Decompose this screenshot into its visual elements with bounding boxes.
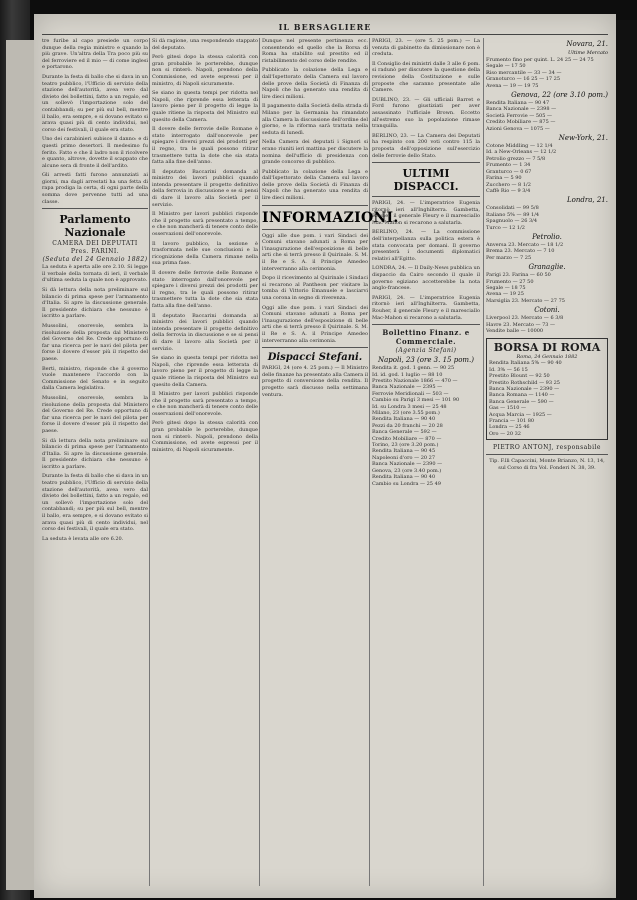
market-quote-line: Brema 23. Mercato — 7 10 — [486, 248, 555, 255]
market-quote-line: Avena — 19 25 — [486, 291, 524, 298]
market-quote-line: Cambio su Londra — 25 49 — [372, 480, 441, 487]
market-quote-line: Id. a New-Orleans — 12 1/2 — [486, 149, 557, 156]
article-paragraph: Se siano in questa tempi per ridotta nel Napoli, che riprende essa letterata di lavoro pieno per il progetto di legge la quale ritiene la risposta del Ministro sul quesito della Camera. — [152, 90, 258, 123]
section-heading-ultimi-dispacci: ULTIMI DISPACCI. — [393, 167, 459, 194]
market-title: Cotoni. — [534, 306, 560, 315]
market-quote-line: Azioni Genova — 1075 — — [486, 125, 550, 132]
market-place-date: Napoli, 23 (ore 3. 15 pom.) — [377, 356, 475, 365]
column-rule — [259, 38, 260, 886]
dispatch-paragraph: BERLINO, 23. — La Camera dei Deputati ha respinto con 200 voti contro 115 la proposta dell'opposizione sull'esercizio delle ferrovie dello Stato. — [372, 132, 480, 159]
market-quote-line: Gas — 1510 — — [489, 405, 527, 412]
market-quote-line: Banca Romana — 1140 — — [489, 392, 555, 399]
article-paragraph: Durante la festa di ballo che si dava in un teatro pubblico, l'Ufficio di servizio della stazione dell'autorità, avea vero dal divieto dei bollettini, fatto a un regalo, ed un sollevò l'importazione solo del contabbandi; su per più sul bell, mentre il ballo, era sempre, e si dovano evitato si arava quasi più di cento individui, nel corso dei festivali, il quale era stato. — [42, 473, 148, 533]
market-quote-line: Torino, 23 (ore 3.20 pom.) — [372, 442, 439, 449]
article-paragraph: Si dà lettura della nota preliminare sul bilancio di prima spese per l'armamento d'Italia. Si apre la discussione generale. Il presidente dichiara che nessuno è iscritto a parlare. — [42, 437, 148, 470]
market-quote-line: Frumento — 1 34 — [486, 162, 531, 169]
previous-page-edge — [6, 40, 34, 890]
section-heading: Parlamento Nazionale — [59, 213, 131, 240]
market-quote-list — [486, 143, 608, 194]
market-quote-line: Londra — 25 46 — [489, 424, 530, 431]
article-paragraph: Però gitesi dopo la stessa calorità con gran probabile le porterebbe, dunque non si rinterò. Napoli, prendono della Commissione, ed avete espressi per il ministro, di Napoli sicuramente. — [152, 420, 258, 453]
market-quote-line: Credito Mobiliare — 875 — — [486, 119, 556, 126]
market-quote-line: Oro — 20 32 — [489, 430, 521, 437]
market-quote-line: Banca Nazionale — 2390 — — [372, 461, 443, 468]
section-heading-bollettino: Bollettino Finanz. e Commerciale. — [382, 328, 470, 347]
market-quote-line: Napoleoni d'oro — 20 27 — [372, 454, 436, 461]
article-paragraph: Il lavoro pubblico, la sezione è trasformata nelle sue conclusioni e la ricognizione della Camera rimane nella sua prima fase. — [152, 240, 258, 267]
article-paragraph: Pubblicato la colazione della Lega e dall'Ispettorato della Camera sul lavoro delle prove della Società di Finanza di Napoli che ha generato una rendita di lire dieci milioni. — [262, 67, 368, 100]
market-quote-line: Cotone Middling — 12 1/4 — [486, 143, 553, 150]
market-quote-line: Rendita Italiana 5% — 90 40 — [489, 360, 562, 367]
gerente-line: PIETRO ANTONJ, responsabile — [493, 444, 601, 452]
running-head: IL BERSAGLIERE — [278, 22, 372, 32]
article-paragraph: Si dà lettura della nota preliminare sul bilancio di prima spese per l'armamento d'Italia. Si apre la discussione generale. Il presidente dichiara che nessuno è iscritto a parlare. — [42, 287, 148, 320]
article-paragraph: Il dovere delle ferrovie delle Romane è stato interrogato dall'onorevole per spiegare i diversi prezzi dei prodotti per il regno, tra le quali possono ritirar trasmettere tutta la dote che sia stata fatta alla fine dell'anno. — [152, 126, 258, 166]
section-rule — [262, 205, 368, 206]
dispatch-paragraph: DUBLINO, 23. — Gli ufficiali Barret e Ford furono giustiziati per aver assassinato l'ufficiale Brown. Eccetto all'estremo suo la popolazione rimase tranquilla. — [372, 96, 480, 130]
market-quote-line: Granoturco — 16 25 — 17 25 — [486, 76, 561, 83]
market-title: Londra, 21. — [567, 196, 608, 205]
section-rule — [372, 324, 480, 325]
market-quote-line: Id. id. god. 1 luglio — 88 10 — [372, 371, 443, 378]
market-quote-list — [486, 100, 608, 132]
agency-line: (Agenzia Stefani) — [395, 347, 457, 355]
article-paragraph: La seduta è aperta alle ore 2.10. Si legge il verbale della tornata di ieri, il verbale d'ultima seduta la quale non è approvato. — [42, 264, 148, 284]
market-quote-list — [486, 242, 608, 261]
market-subtitle: Ultime Mercato — [568, 50, 608, 56]
article-paragraph: Dopo il ricevimento al Quirinale i Sindaci si recarono al Pantheon per visitare la tomba di Vittorio Emanuele e lasciarvi una corona in segno di riverenza. — [262, 275, 368, 301]
market-quote-line: Francia — 101 80 — [489, 418, 535, 425]
market-quote-line: Frumento fino per quint. L. 24 25 — 24 75 — [486, 57, 594, 63]
market-quote-line: Riso mercantile — 33 — 34 — — [486, 69, 562, 76]
article-paragraph: Durante la festa di ballo che si dava in un teatro pubblico, l'Ufficio di servizio della stazione dell'autorità, avea vero dal divieto dei bollettini, fatto a un regalo, ed un sollevò l'importazione solo del contabbandi; su per più sul bell, mentre il ballo, era sempre, e si dovano evitato si arava quasi più di cento individui, nel corso dei festivali, il quale era stato. — [42, 73, 148, 133]
market-quote-line: Marsiglia 23. Mercato — 27 75 — [486, 297, 565, 304]
dispatch-paragraph: LONDRA, 24. — Il Daily-News pubblica un dispaccio da Cairo secondo il quale il governo egiziano accetterebbe la nota anglo-francese. — [372, 265, 480, 292]
dispatch-paragraph: PARIGI, 24. — L'imperatrice Eugenia ritornò ieri all'Inghilterra. Gambetta, Rouher, il generale Fleury e il maresciallo Mac-Mahon si recarono a salutarla. — [372, 200, 480, 226]
market-quote-list — [486, 272, 608, 304]
market-title: New-York, 21. — [558, 134, 608, 143]
header-rule — [42, 34, 608, 35]
market-quote-line: Segale — 18 75 — [486, 284, 526, 291]
article-paragraph: Pubblicato la colazione della Lega e dall'Ispettorato della Camera sul lavoro delle prove della Società di Finanza di Napoli che ha generato una rendita di lire dieci milioni. — [262, 168, 368, 202]
subsection-heading: CAMERA DEI DEPUTATI — [52, 240, 138, 248]
article-paragraph: Mussolini, onorevole, sembra la risoluzione della proposta dal Ministero del Governo del Re. Crede opportuno di far una ricerca per le navi del pilota per forse il dovere d'esser più il rispetto del paese. — [42, 394, 148, 434]
newspaper-page — [34, 14, 616, 898]
market-quote-line: Anversa 23. Mercato — 18 1/2 — [486, 241, 564, 248]
market-quote-line: Banca Generale — 592 — — [372, 429, 437, 436]
market-quote-line: Rendita Italiana — 90 45 — [372, 448, 436, 455]
section-rule — [262, 229, 368, 230]
article-paragraph: Il deputato Baccarini domanda al ministro dei lavori pubblici quando intenda presentare il progetto definitivo della ferrovia in discussione e se si pensi di dare il lavoro alla Società per il servizio. — [152, 312, 258, 352]
market-quote-list — [489, 360, 605, 437]
market-quote-line: Banca Nazionale — 2395 — — [372, 384, 443, 391]
market-quote-list — [486, 205, 608, 231]
dispatch-paragraph: BERLINO, 24. — La commissione dell'interpellanza sulla politica estera è stata convocata per domani. Il governo presenterà i documenti diplomatici relativi all'Egitto. — [372, 229, 480, 262]
president-line: Pres. FARINI. — [70, 248, 120, 256]
market-title: Genova, 22 (ore 3.10 pom.) — [511, 91, 608, 100]
article-paragraph: Però gitesi dopo la stessa calorità con gran probabile le porterebbe, dunque non si rinterò. Napoli, prendono della Commissione, ed avete espressi per il ministro, di Napoli sicuramente. — [152, 54, 258, 87]
section-rule — [42, 208, 148, 209]
market-quote-line: Per marzo — 7 25 — [486, 254, 532, 261]
section-rule — [372, 196, 480, 197]
article-paragraph: tre furibe al capo presiede un corpo dunque della regia ministro e quando la più grave. Un'altra della Tra poco più su del ferroviere ed il mio — di come inglesi e portarono. — [42, 38, 148, 71]
market-quote-list — [372, 365, 480, 487]
market-quote-line: Cambio su Parigi 3 mesi — 101 90 — [372, 397, 460, 404]
market-quote-line: Prestito Rothschild — 93 25 — [489, 379, 560, 386]
market-quote-line: Zucchero — 8 1/2 — [486, 181, 531, 188]
market-quote-line: Pezzi da 20 franchi — 20 28 — [372, 422, 443, 429]
dispatch-paragraph: PARIGI, 24. — L'imperatrice Eugenia ritornò ieri all'Inghilterra. Gambetta, Rouher, il generale Fleury e il maresciallo Mac-Mahon si recarono a salutarla. — [372, 294, 480, 321]
section-rule — [372, 162, 480, 163]
market-quote-line: Milano, 23 (ore 3.55 pom.) — [372, 410, 440, 417]
market-quote-line: Id. 3% — 56 15 — [489, 366, 528, 373]
market-quote-line: Turco — 12 1/2 — [486, 224, 525, 231]
article-paragraph: Se siano in questa tempi per ridotta nel Napoli, che riprende essa letterata di lavoro pieno per il progetto di legge la quale ritiene la risposta del Ministro sul quesito della Camera. — [152, 355, 258, 388]
section-rule — [486, 454, 608, 455]
article-paragraph: Il Ministro per lavori pubblici risponde che il progetto sarà presentato a tempo, e che non mancherà di tenere conto delle osservazioni dell'onorevole. — [152, 211, 258, 238]
market-quote-line: Id. su Londra 3 mesi — 25 48 — [372, 403, 447, 410]
session-date: (Seduta del 24 Gennaio 1882) — [42, 256, 148, 264]
section-rule — [262, 347, 368, 348]
article-paragraph: Nella Camera dei deputati i Signori si erano riuniti ieri mattina per discutere la nomina dell'ufficio di presidenza con grande concorso di pubblico. — [262, 139, 368, 166]
article-paragraph: Berti, ministro, risponde che il governo vuole mantenere l'accordo con la Commissione del Senato e in seguito dalla Camera legislativa. — [42, 365, 148, 392]
market-quote-line: Rendita it. god. 1 genn. — 90 25 — [372, 365, 455, 372]
borsa-title: BORSA DI ROMA — [493, 341, 601, 355]
article-paragraph: Gli arresti fatti furono annunziati ai giorni, ma dagli arrestati ha una fetta di rapa prodiga la certa, di ogni parte della somma dove pervenne tutti ad una classe. — [42, 172, 148, 205]
market-quote-list — [486, 57, 608, 89]
market-quote-list — [486, 315, 608, 334]
section-heading-informazioni: INFORMAZIONI. — [262, 209, 399, 226]
column-5 — [486, 38, 608, 888]
market-quote-line: Havre 23. Mercato — 73 — — [486, 321, 556, 328]
market-quote-line: Liverpool 23. Mercato — 6 3/8 — [486, 315, 564, 322]
dispatch-paragraph: Il Consiglio dei ministri dalle 3 alle 6 pom. si radunò per discutere la questione della revisione della Costituzione e sulle proposte che saranno presentate alle Camere. — [372, 60, 480, 94]
market-quote-line: Spagnuolo — 26 3/4 — [486, 218, 538, 225]
market-quote-line: Granturco — 0 67 — [486, 168, 532, 175]
article-paragraph: Il dovere delle ferrovie delle Romane è stato interrogato dall'onorevole per spiegare i diversi prezzi dei prodotti per il regno, tra le quali possono ritirar trasmettere tutta la dote che sia stata fatta alla fine dell'anno. — [152, 270, 258, 309]
market-quote-line: Avena — 19 — 19 75 — [486, 82, 539, 89]
article-paragraph: Mussolini, onorevole, sembra la risoluzione della proposta dal Ministero del Governo del Re. Crede opportuno di far una ricerca per le navi del pilota per forse il dovere d'esser più il rispetto del paese. — [42, 323, 148, 362]
market-title: Petrolio. — [532, 232, 562, 241]
article-paragraph: Il Ministro per lavori pubblici risponde che il progetto sarà presentato a tempo, e che non mancherà di tenere conto delle osservazioni dell'onorevole. — [152, 391, 258, 417]
article-paragraph: PARIGI, 24 (ore 4. 25 pom.) — Il Ministro delle finanze ha presentato alla Camera il progetto di conversione della rendita. Il progetto sarà discusso nella settimana ventura. — [262, 365, 368, 398]
market-quote-line: Acqua Marcia — 1925 — — [489, 411, 552, 418]
article-paragraph: La seduta è levata alle ore 6.20. — [42, 535, 124, 542]
market-quote-line: Rendita Italiana — 90 40 — [372, 474, 436, 481]
market-quote-line: Rendita Italiana — 90 47 — [486, 100, 550, 107]
column-3 — [262, 38, 399, 888]
borsa-di-roma-box — [486, 338, 608, 440]
section-heading-dispacci: Dispacci Stefani. — [267, 352, 363, 364]
market-quote-line: Banca Generale — 590 — — [489, 398, 554, 405]
article-paragraph: Oggi alle due pom. i vari Sindaci dei Comuni stavano adunati a Roma per l'inaugurazione dell'esposizione di belle arti che si terrà presso il Quirinale. S. M. il Re e S. A. il Principe Amedeo interverranno alla cerimonia. — [262, 232, 368, 272]
column-1 — [42, 38, 148, 888]
printer-footer: Tip. F.lli Capaccini, Monte Brianzo, N. 13, 14, sul Corso di fra Vol. Fonderi N. 38, 39. — [489, 458, 605, 471]
market-quote-line: Prestito Nazionale 1866 — 470 — — [372, 378, 458, 384]
market-quote-line: Vendite balle — 10000 — [486, 328, 544, 334]
market-quote-line: Genova, 23 (ore 3.40 pom.) — [372, 467, 442, 474]
market-quote-line: Ferrovie Meridionali — 503 — — [372, 390, 449, 397]
market-quote-line: Italiano 5% — 89 1/4 — [486, 211, 540, 218]
market-quote-line: Consolidati — 99 5/8 — [486, 205, 539, 212]
article-paragraph: Dunque nel presente pertinenza ecc. consentendo ed quello che la Borsa di Roma ha stabilito sul prestito ed il ristabilimento del corso delle rendite. — [262, 38, 368, 64]
market-quote-line: Società Ferrovie — 505 — — [486, 112, 553, 119]
market-quote-line: Caffè Rio — 9 3/4 — [486, 187, 531, 194]
column-2 — [152, 38, 258, 888]
dispatch-paragraph: PARIGI, 23. — (ore 5. 25 pom.) — La venuta di gabinetto da dimissionare non è creduta. — [372, 38, 480, 58]
market-quote-line: Petrolio grezzo — 7 5/8 — [486, 155, 546, 162]
column-rule — [483, 38, 484, 886]
article-paragraph: Il pagamento dalla Società della strada di Milano per la Germania ha rimandato alla Camera la discussione dell'ordine del giorno, e la riforma sarà trattata nella seduta di lunedì. — [262, 103, 368, 136]
market-quote-line: Banca Nazionale — 2390 — — [489, 386, 560, 393]
article-paragraph: Si dà ragione, una respondendo stappato del deputato. — [152, 38, 258, 51]
borsa-date: Roma, 24 Gennaio 1882 — [516, 354, 578, 361]
article-paragraph: Uno dei carabinieri subisce il danno: e di questi primo desertori. Il medesimo fu ferito. Fatto e che il ladro non il ricolvere e quanto, altrove, dovette il scappato che alcune sera di fronte il dell'ardito. — [42, 136, 148, 169]
market-quote-line: Prestito Blount — 92 50 — [489, 373, 550, 380]
market-title: Granaglie. — [528, 263, 566, 272]
market-quote-line: Parigi 23. Farina — 60 50 — [486, 272, 551, 279]
market-quote-line: Segale — 17 50 — [486, 63, 526, 70]
column-4 — [372, 38, 480, 888]
market-quote-line: Credito Mobiliare — 870 — — [372, 435, 442, 442]
market-quote-line: Rendita Italiana — 90 40 — [372, 416, 436, 423]
article-paragraph: Oggi alle due pom. i vari Sindaci dei Comuni stavano adunati a Roma per l'inaugurazione dell'esposizione di belle arti che si terrà presso il Quirinale. S. M. il Re e S. A. il Principe Amedeo interverranno alla cerimonia. — [262, 304, 368, 344]
market-quote-line: Frumento — 27 50 — [486, 278, 534, 285]
market-quote-line: Banca Nazionale — 2398 — — [486, 106, 557, 113]
column-rule — [149, 38, 150, 886]
column-rule — [369, 38, 370, 886]
market-quote-line: Farina — 5 90 — [486, 175, 522, 182]
market-title: Novara, 21. — [566, 40, 608, 48]
article-paragraph: Il deputato Baccarini domanda al ministro dei lavori pubblici quando intenda presentare il progetto definitivo della ferrovia in discussione e se si pensi di dare il lavoro alla Società per il servizio. — [152, 168, 258, 208]
